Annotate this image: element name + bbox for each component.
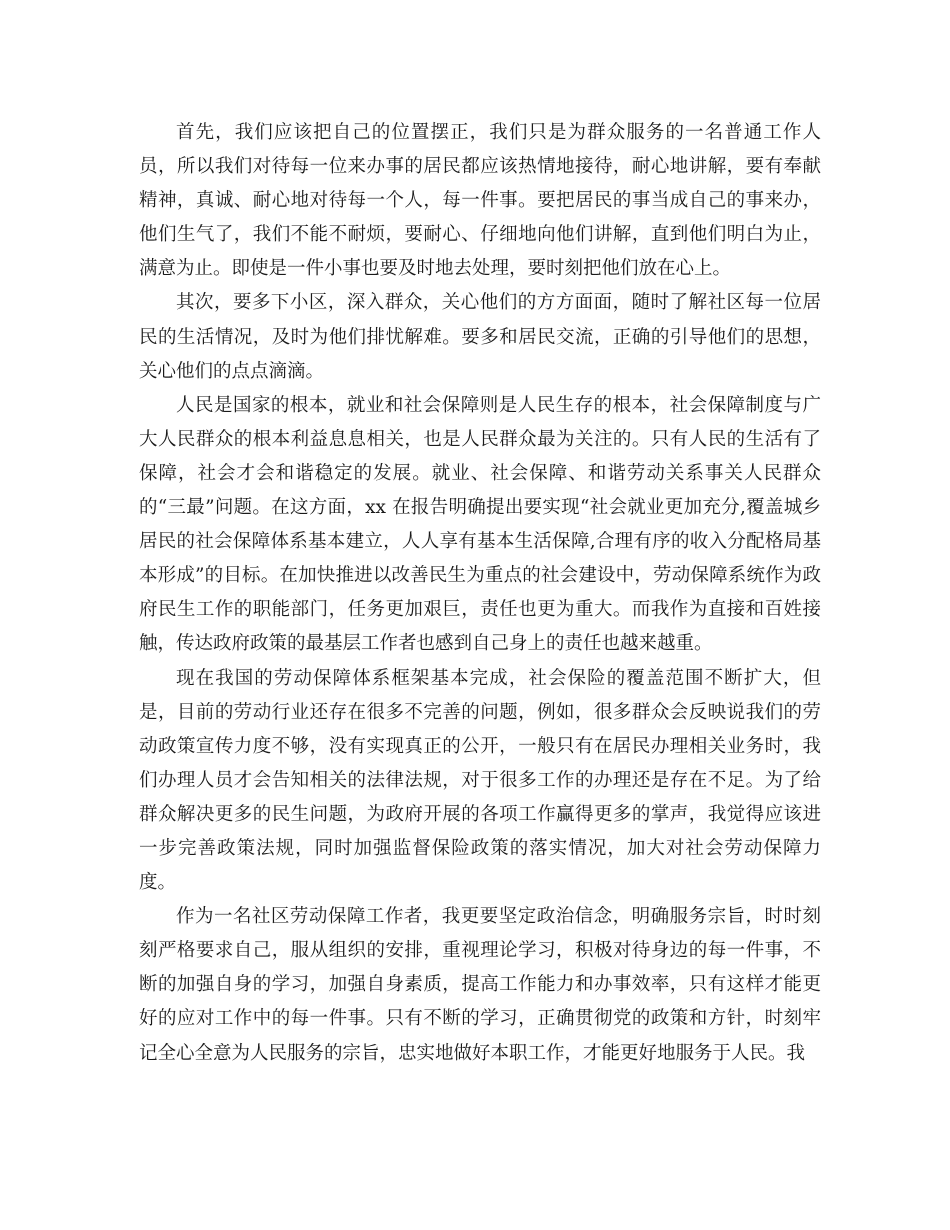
paragraph-2: 其次，要多下小区，深入群众，关心他们的方方面面，随时了解社区每一位居民的生活情况，及时为他们排忧解难。要多和居民交流，正确的引导他们的思想，关心他们的点点滴滴。	[139, 292, 821, 382]
document-body	[139, 116, 821, 1071]
paragraph-5: 作为一名社区劳动保障工作者，我更要坚定政治信念，明确服务宗旨，时时刻刻严格要求自己，服从组织的安排，重视理论学习，积极对待身边的每一件事，不断的加强自身的学习，加强自身素质，提高工作能力和办事效率，只有这样才能更好的应对工作中的每一件事。只有不断的学习，正确贯彻党的政策和方针，时刻牢记全心全意为人民服务的宗旨，忠实地做好本职工作，才能更好地服务于人民。我	[139, 906, 821, 1064]
paragraph-3: 人民是国家的根本，就业和社会保障则是人民生存的根本，社会保障制度与广大人民群众的根本利益息息相关，也是人民群众最为关注的。只有人民的生活有了保障，社会才会和谐稳定的发展。就业、社会保障、和谐劳动关系事关人民群众的“三最”问题。在这方面，xx 在报告明确提出要实现“社会就业更加充分,覆盖城乡居民的社会保障体系基本建立，人人享有基本生活保障,合理有序的收入分配格局基本形成”的目标。在加快推进以改善民生为重点的社会建设中，劳动保障系统作为政府民生工作的职能部门，任务更加艰巨，责任也更为重大。而我作为直接和百姓接触，传达政府政策的最基层工作者也感到自己身上的责任也越来越重。	[139, 394, 821, 655]
paragraph-4: 现在我国的劳动保障体系框架基本完成，社会保险的覆盖范围不断扩大，但是，目前的劳动行业还存在很多不完善的问题，例如，很多群众会反映说我们的劳动政策宣传力度不够，没有实现真正的公开，一般只有在居民办理相关业务时，我们办理人员才会告知相关的法律法规，对于很多工作的办理还是存在不足。为了给群众解决更多的民生问题，为政府开展的各项工作赢得更多的掌声，我觉得应该进一步完善政策法规，同时加强监督保险政策的落实情况，加大对社会劳动保障力度。	[139, 667, 821, 894]
paragraph-1: 首先，我们应该把自己的位置摆正，我们只是为群众服务的一名普通工作人员，所以我们对待每一位来办事的居民都应该热情地接待，耐心地讲解，要有奉献精神，真诚、耐心地对待每一个人，每一件事。要把居民的事当成自己的事来办，他们生气了，我们不能不耐烦，要耐心、仔细地向他们讲解，直到他们明白为止，满意为止。即使是一件小事也要及时地去处理，要时刻把他们放在心上。	[139, 122, 821, 280]
